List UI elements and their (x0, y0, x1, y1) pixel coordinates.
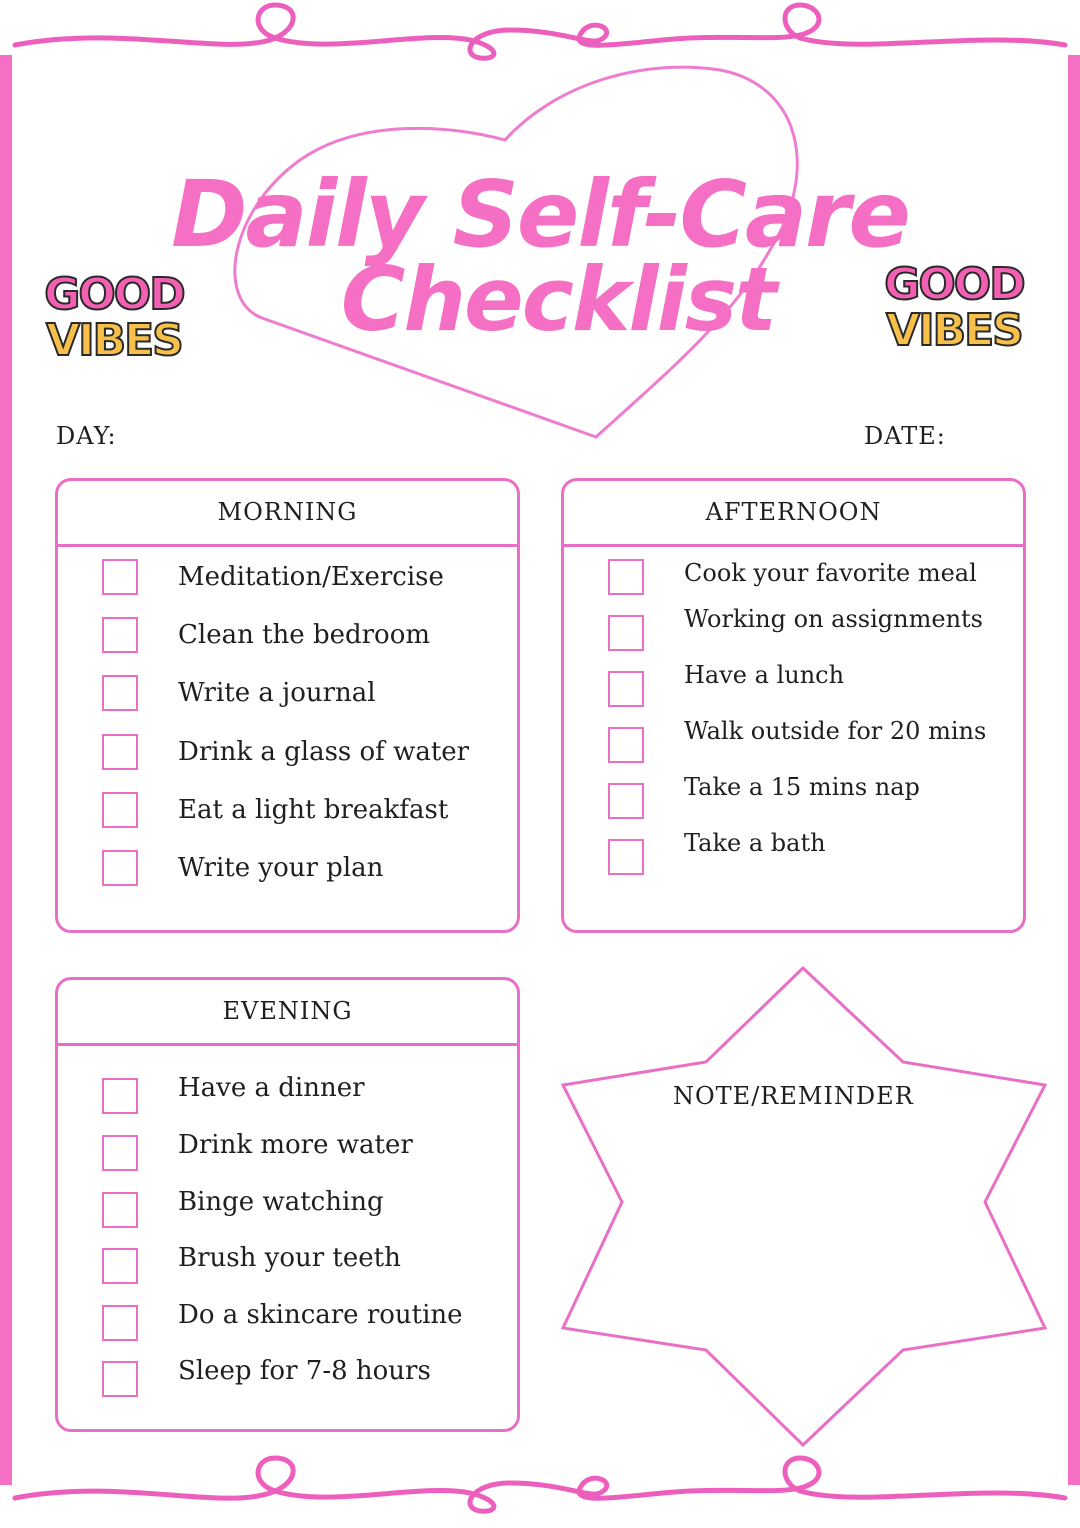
morning-heading: MORNING (58, 481, 517, 547)
checkbox[interactable] (608, 615, 644, 651)
afternoon-item (564, 717, 1023, 767)
checkbox[interactable] (608, 783, 644, 819)
afternoon-item (564, 773, 1023, 823)
checkbox[interactable] (608, 671, 644, 707)
afternoon-item (564, 605, 1023, 655)
evening-item (58, 1073, 517, 1118)
checkbox[interactable] (102, 1361, 138, 1397)
good-vibes-badge-left (34, 269, 194, 382)
item-label: Walk outside for 20 mins (684, 717, 987, 745)
item-label: Clean the bedroom (178, 620, 431, 650)
item-label: Do a skincare routine (178, 1300, 463, 1330)
morning-item (58, 675, 517, 715)
item-label: Working on assignments (684, 605, 983, 633)
item-label: Write a journal (178, 678, 376, 708)
checkbox[interactable] (102, 850, 138, 886)
checkbox[interactable] (102, 1305, 138, 1341)
checkbox[interactable] (102, 1078, 138, 1114)
bottom-swirl-border (15, 1458, 1065, 1511)
evening-item (58, 1130, 517, 1175)
note-reminder-heading: NOTE/REMINDER (673, 1082, 914, 1110)
evening-item (58, 1300, 517, 1345)
morning-item (58, 617, 517, 657)
top-swirl-border (15, 5, 1065, 58)
checkbox[interactable] (608, 559, 644, 595)
morning-panel (55, 478, 520, 933)
checkbox[interactable] (608, 727, 644, 763)
checkbox[interactable] (102, 1135, 138, 1171)
checkbox[interactable] (608, 839, 644, 875)
evening-item (58, 1187, 517, 1232)
afternoon-item (564, 559, 1023, 599)
item-label: Meditation/Exercise (178, 562, 444, 592)
item-label: Have a lunch (684, 661, 845, 689)
item-label: Have a dinner (178, 1073, 365, 1103)
item-label: Take a 15 mins nap (684, 773, 920, 801)
day-field-label: DAY: (56, 422, 117, 450)
title-line-1: Daily Self-Care (171, 161, 909, 268)
checkbox[interactable] (102, 734, 138, 770)
morning-item (58, 850, 517, 890)
checkbox[interactable] (102, 1248, 138, 1284)
badge-word-1: GOOD (44, 269, 184, 320)
item-label: Drink a glass of water (178, 737, 470, 767)
checkbox[interactable] (102, 675, 138, 711)
badge-word-1: GOOD (884, 259, 1024, 310)
afternoon-item (564, 661, 1023, 711)
item-label: Cook your favorite meal (684, 559, 977, 587)
morning-item (58, 734, 517, 774)
item-label: Take a bath (684, 829, 826, 857)
morning-item (58, 792, 517, 832)
item-label: Eat a light breakfast (178, 795, 449, 825)
afternoon-heading: AFTERNOON (564, 481, 1023, 547)
checkbox[interactable] (102, 559, 138, 595)
badge-word-2: VIBES (46, 315, 182, 366)
afternoon-panel (561, 478, 1026, 933)
morning-item (58, 559, 517, 599)
item-label: Brush your teeth (178, 1243, 401, 1273)
title-line-2: Checklist (340, 248, 776, 351)
evening-item (58, 1356, 517, 1401)
evening-item (58, 1243, 517, 1288)
checkbox[interactable] (102, 617, 138, 653)
date-field-label: DATE: (864, 422, 946, 450)
checkbox[interactable] (102, 792, 138, 828)
badge-word-2: VIBES (886, 305, 1022, 356)
item-label: Write your plan (178, 853, 384, 883)
evening-heading: EVENING (58, 980, 517, 1046)
checkbox[interactable] (102, 1192, 138, 1228)
good-vibes-badge-right (874, 259, 1034, 372)
note-star-shape (563, 968, 1045, 1445)
afternoon-item (564, 829, 1023, 879)
item-label: Drink more water (178, 1130, 413, 1160)
item-label: Sleep for 7-8 hours (178, 1356, 431, 1386)
item-label: Binge watching (178, 1187, 384, 1217)
evening-panel (55, 977, 520, 1432)
